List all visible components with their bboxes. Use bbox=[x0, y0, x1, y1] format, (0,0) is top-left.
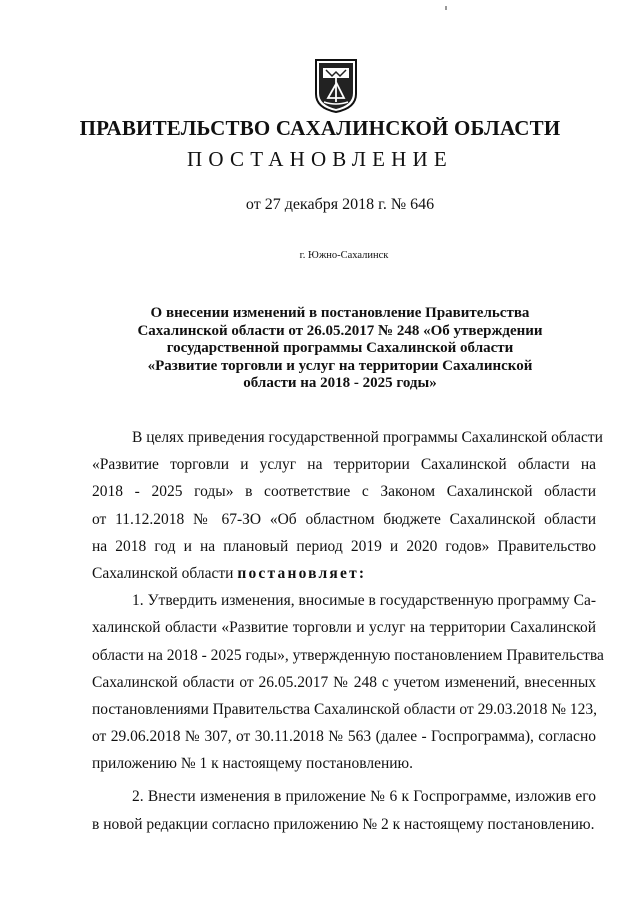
resolution-keyword: постановляет: bbox=[237, 564, 367, 582]
preamble-line: «Развитие торговли и услуг на территории Сахалинской области на bbox=[92, 456, 596, 474]
organization-title: ПРАВИТЕЛЬСТВО САХАЛИНСКОЙ ОБЛАСТИ bbox=[79, 116, 561, 140]
preamble-line: от 11.12.2018 № 67-ЗО «Об областном бюджете Сахалинской области bbox=[92, 510, 596, 528]
preamble-line: на 2018 год и на плановый период 2019 и 2020 годов» Правительство bbox=[92, 537, 596, 555]
document-date-number: от 27 декабря 2018 г. № 646 bbox=[245, 196, 435, 213]
document-city: г. Южно-Сахалинск bbox=[299, 250, 389, 261]
preamble-line: В целях приведения государственной программы Сахалинской области bbox=[132, 429, 603, 446]
document-subject bbox=[80, 305, 600, 393]
item-1-line: Сахалинской области от 26.05.2017 № 248 с учетом изменений, внесенных bbox=[92, 673, 596, 691]
item-2-line: 2. Внести изменения в приложение № 6 к Госпрограмме, изложив его bbox=[132, 788, 596, 806]
preamble-final-line bbox=[92, 560, 596, 587]
subject-line: области на 2018 - 2025 годы» bbox=[243, 375, 437, 391]
document-type: ПОСТАНОВЛЕНИЕ bbox=[187, 147, 453, 171]
item-1-line: 1. Утвердить изменения, вносимые в государственную программу Са- bbox=[132, 592, 596, 610]
item-1-line: халинской области «Развитие торговли и услуг на территории Сахалинской bbox=[92, 619, 596, 637]
subject-line: Сахалинской области от 26.05.2017 № 248 «Об утверждении bbox=[137, 322, 543, 339]
item-2-line: в новой редакции согласно приложению № 2 к настоящему постановлению. bbox=[92, 815, 595, 833]
item-1-line: приложению № 1 к настоящему постановлению. bbox=[92, 755, 413, 773]
scan-mark bbox=[445, 6, 447, 10]
subject-line: О внесении изменений в постановление Правительства bbox=[150, 305, 530, 321]
subject-line: «Развитие торговли и услуг на территории Сахалинской bbox=[147, 357, 533, 374]
item-1-line: от 29.06.2018 № 307, от 30.11.2018 № 563 (далее - Госпрограмма), согласно bbox=[92, 728, 596, 746]
preamble-line: 2018 - 2025 годы» в соответствие с Законом Сахалинской области bbox=[92, 483, 596, 501]
item-1-line: области на 2018 - 2025 годы», утвержденную постановлением Правительства bbox=[92, 646, 604, 664]
item-1-line: постановлениями Правительства Сахалинской области от 29.03.2018 № 123, bbox=[92, 700, 597, 718]
preamble-final-prefix: Сахалинской области bbox=[92, 564, 238, 582]
sakhalin-coat-of-arms-icon bbox=[314, 58, 358, 114]
document-body bbox=[92, 424, 604, 838]
subject-line: государственной программы Сахалинской области bbox=[166, 340, 514, 356]
